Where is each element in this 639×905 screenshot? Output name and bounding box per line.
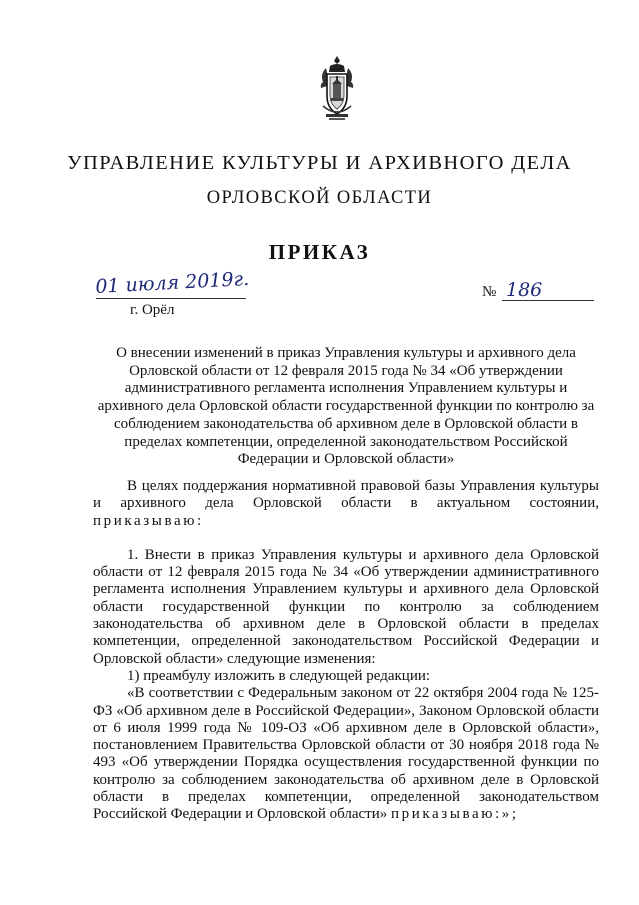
organization-name-line1: УПРАВЛЕНИЕ КУЛЬТУРЫ И АРХИВНОГО ДЕЛА	[67, 152, 572, 174]
organization-name-line2: ОРЛОВСКОЙ ОБЛАСТИ	[206, 188, 433, 208]
order-body	[93, 478, 599, 824]
date-underline	[96, 298, 246, 299]
handwritten-number: 186	[506, 279, 543, 301]
number-underline	[502, 300, 594, 301]
coat-of-arms-icon	[318, 54, 356, 122]
order-subject: О внесении изменений в приказ Управления культуры и архивного дела Орловской области от 12 февраля 2015 года № 34 «Об утверждении административного регламента исполнения Управлением культуры и архивного дела Орловской области государственной функции по контролю за соблюдением законодательства об архивном деле в Орловской области в пределах компетенции, определенной законодательством Российской Федерации и Орловской области»	[97, 345, 595, 468]
preamble-paragraph: В целях поддержания нормативной правовой базы Управления культуры и архивного дела Орловской области в актуальном состоянии, приказываю:	[93, 478, 599, 529]
document-type-title: ПРИКАЗ	[268, 240, 371, 264]
order-word: приказываю:	[93, 512, 204, 529]
handwritten-date: 01 июля 2019г.	[94, 267, 250, 298]
item-1-paragraph: 1. Внести в приказ Управления культуры и архивного дела Орловской области от 12 февраля 2015 года № 34 «Об утверждении административного регламента исполнения Управлением культуры и архивного дела Орловской области государственной функции по контролю за соблюдением законодательства об архивном деле в Орловской области в пределах компетенции, определенной законодательством Российской Федерации и Орловской области» следующие изменения:	[93, 546, 599, 667]
city-label: г. Орёл	[130, 302, 175, 318]
order-word-quoted: приказываю:»;	[391, 806, 519, 823]
subitem-1-paragraph: 1) преамбулу изложить в следующей редакции:	[127, 667, 431, 684]
new-preamble-paragraph: «В соответствии с Федеральным законом от 22 октября 2004 года № 125-ФЗ «Об архивном деле в Российской Федерации», Законом Орловской области от 6 июля 1999 года № 109-ОЗ «Об архивном деле в Орловской области», постановлением Правительства Орловской области от 30 ноября 2018 года № 493 «Об утверждении Порядка осуществления государственной функции по контролю за соблюдением законодательства об архивном деле в Орловской области в пределах компетенции, определенной законодательством Российской Федерации и Орловской области» приказываю:»;	[93, 685, 599, 823]
number-sign: №	[482, 284, 497, 300]
